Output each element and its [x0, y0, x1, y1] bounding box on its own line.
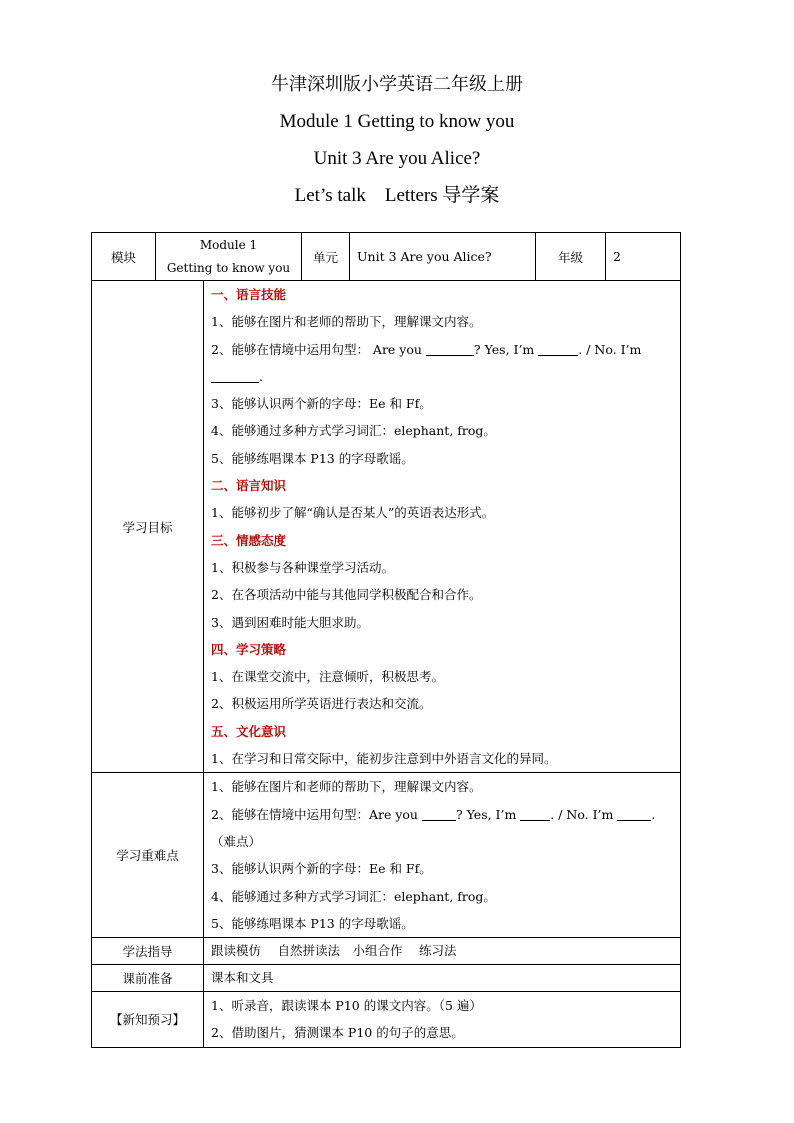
preview-row	[92, 992, 681, 1048]
preview-label: 【新知预习】	[92, 992, 204, 1048]
objective-item: 5、能够练唱课本 P13 的字母歌谣。	[211, 450, 414, 466]
module-label: 模块	[92, 233, 156, 281]
methods-row	[92, 938, 681, 965]
keypoint-item: 4、能够通过多种方式学习词汇：elephant, frog。	[211, 888, 496, 904]
title-book: 牛津深圳版小学英语二年级上册	[271, 74, 523, 95]
keypoints-content	[204, 773, 681, 938]
answer-blank	[520, 806, 550, 821]
keypoint-note: （难点）	[211, 833, 262, 849]
objective-item: 1、能够初步了解“确认是否某人”的英语表达形式。	[211, 505, 495, 521]
objective-item-continued: .	[211, 363, 674, 390]
section-heading: 一、语言技能	[211, 287, 287, 302]
keypoints-row	[92, 773, 681, 938]
preview-item: 1、听录音，跟读课本 P10 的课文内容。（5 遍）	[211, 998, 482, 1014]
section-heading: 三、情感态度	[211, 532, 287, 548]
objective-item: 2、在各项活动中能与其他同学积极配合和合作。	[211, 587, 482, 603]
objectives-label: 学习目标	[92, 281, 204, 773]
document-titles	[0, 74, 794, 222]
answer-blank	[426, 341, 474, 356]
keypoint-item: 1、能够在图片和老师的帮助下，理解课文内容。	[211, 779, 482, 795]
header-row	[92, 233, 681, 281]
keypoint-item: 5、能够练唱课本 P13 的字母歌谣。	[211, 915, 414, 931]
objective-item: 3、遇到困难时能大胆求助。	[211, 614, 369, 630]
section-heading: 四、学习策略	[211, 641, 287, 657]
methods-value: 跟读模仿 自然拼读法 小组合作 练习法	[211, 943, 457, 959]
objective-item: 1、在学习和日常交际中，能初步注意到中外语言文化的异同。	[211, 751, 557, 767]
preview-item: 2、借助图片，猜测课本 P10 的句子的意思。	[211, 1025, 464, 1041]
keypoint-item: 3、能够认识两个新的字母：Ee 和 Ff。	[211, 861, 432, 877]
objectives-row	[92, 281, 681, 773]
unit-value: Unit 3 Are you Alice?	[350, 233, 536, 281]
objective-item: 2、积极运用所学英语进行表达和交流。	[211, 696, 432, 712]
keypoints-label: 学习重难点	[92, 773, 204, 938]
preparation-label: 课前准备	[92, 965, 204, 992]
objective-item: 1、能够在图片和老师的帮助下，理解课文内容。	[211, 314, 482, 330]
unit-label: 单元	[302, 233, 350, 281]
objectives-content	[204, 281, 681, 773]
answer-blank	[538, 341, 578, 356]
section-heading: 五、文化意识	[211, 723, 287, 739]
grade-label: 年级	[536, 233, 606, 281]
answer-blank	[422, 806, 456, 821]
objective-item: 2、能够在情境中运用句型： Are you ? Yes, I’m . / No. I’m	[211, 341, 642, 357]
answer-blank	[211, 368, 259, 383]
section-heading: 二、语言知识	[211, 478, 287, 494]
objective-item: 3、能够认识两个新的字母：Ee 和 Ff。	[211, 396, 432, 412]
objective-item: 4、能够通过多种方式学习词汇：elephant, frog。	[211, 423, 496, 439]
title-lesson: Let’s talk Letters 导学案	[294, 185, 500, 206]
objective-item: 1、积极参与各种课堂学习活动。	[211, 559, 394, 575]
preview-content	[204, 992, 681, 1048]
keypoint-item: 2、能够在情境中运用句型：Are you ? Yes, I’m . / No. I’m .	[211, 806, 656, 822]
methods-label: 学法指导	[92, 938, 204, 965]
module-value: Module 1 Getting to know you	[156, 233, 302, 281]
title-module: Module 1 Getting to know you	[279, 111, 515, 132]
grade-value: 2	[606, 233, 681, 281]
answer-blank	[617, 806, 651, 821]
objective-item: 1、在课堂交流中，注意倾听，积极思考。	[211, 669, 444, 685]
title-unit: Unit 3 Are you Alice?	[313, 148, 481, 169]
preparation-row	[92, 965, 681, 992]
lesson-plan-table	[91, 232, 681, 1048]
preparation-value: 课本和文具	[211, 970, 274, 986]
